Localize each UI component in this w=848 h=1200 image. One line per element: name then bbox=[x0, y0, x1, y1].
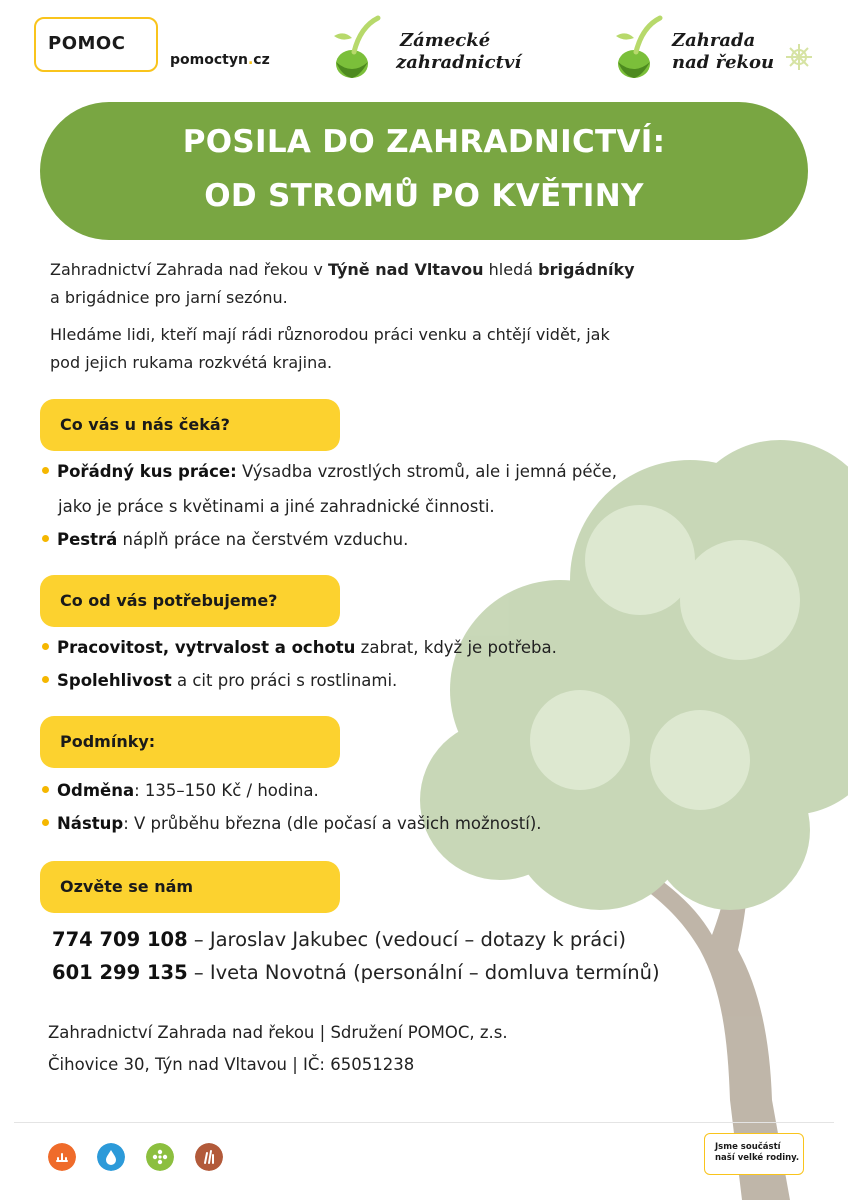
bullet-dot-icon bbox=[42, 676, 49, 683]
intro-paragraph-1: Zahradnictví Zahrada nad řekou v Týně nad Vltavou hledá brigádníky a brigádnice pro jarní sezónu. bbox=[50, 260, 635, 307]
section-heading-offer: Co vás u nás čeká? bbox=[40, 399, 340, 451]
phone-link[interactable]: 601 299 135 bbox=[52, 961, 188, 984]
bullet-dot-icon bbox=[42, 819, 49, 826]
sprout-icon bbox=[330, 12, 386, 82]
section-heading-terms: Podmínky: bbox=[40, 716, 340, 768]
bullet-item: Nástup: V průběhu března (dle počasí a vašich možností). bbox=[42, 809, 542, 839]
bullet-dot-icon bbox=[42, 786, 49, 793]
phone-link[interactable]: 774 709 108 bbox=[52, 928, 188, 951]
bullet-dot-icon bbox=[42, 643, 49, 650]
contact-line-1: 774 709 108 – Jaroslav Jakubec (vedoucí – dotazy k práci) bbox=[52, 928, 626, 951]
footer-divider bbox=[14, 1122, 834, 1123]
brand-zamecke-zahradnictvi: Zámecké zahradnictví bbox=[396, 30, 522, 73]
sprout-icon bbox=[612, 12, 668, 82]
brand-zahrada-nad-rekou: Zahrada nad řekou bbox=[672, 30, 775, 73]
title-line-2: OD STROMŮ PO KVĚTINY bbox=[204, 178, 644, 214]
pomoc-logo-text: POMOC bbox=[48, 33, 126, 54]
bullet-item: Pracovitost, vytrvalost a ochotu zabrat, když je potřeba. bbox=[42, 633, 557, 663]
section-heading-contact: Ozvěte se nám bbox=[40, 861, 340, 913]
bullet-item: Spolehlivost a cit pro práci s rostlinami. bbox=[42, 666, 397, 696]
title-banner bbox=[40, 102, 808, 240]
ship-wheel-icon bbox=[784, 42, 814, 72]
hand-icon bbox=[195, 1143, 223, 1171]
bullet-continuation: jako je práce s květinami a jiné zahradnické činnosti. bbox=[58, 497, 495, 516]
fire-icon bbox=[48, 1143, 76, 1171]
bullet-dot-icon bbox=[42, 467, 49, 474]
section-heading-need: Co od vás potřebujeme? bbox=[40, 575, 340, 627]
water-icon bbox=[97, 1143, 125, 1171]
pomoc-website-link[interactable]: pomoctyn.cz bbox=[170, 52, 270, 68]
bullet-item: Pořádný kus práce: Výsadba vzrostlých stromů, ale i jemná péče, bbox=[42, 457, 617, 487]
contact-line-2: 601 299 135 – Iveta Novotná (personální – domluva termínů) bbox=[52, 961, 660, 984]
bullet-item: Odměna: 135–150 Kč / hodina. bbox=[42, 776, 319, 806]
title-line-1: POSILA DO ZAHRADNICTVÍ: bbox=[182, 124, 666, 160]
footer-address-line: Čihovice 30, Týn nad Vltavou | IČ: 65051238 bbox=[48, 1055, 415, 1074]
intro-paragraph-2: Hledáme lidi, kteří mají rádi různorodou práci venku a chtějí vidět, jak pod jejich rukama rozkvétá krajina. bbox=[50, 325, 610, 372]
family-badge: Jsme součástí naší velké rodiny. bbox=[704, 1133, 804, 1175]
footer-org-line: Zahradnictví Zahrada nad řekou | Sdružení POMOC, z.s. bbox=[48, 1023, 508, 1042]
pomoc-logo bbox=[34, 17, 158, 72]
plant-icon bbox=[146, 1143, 174, 1171]
bullet-dot-icon bbox=[42, 535, 49, 542]
bullet-item: Pestrá náplň práce na čerstvém vzduchu. bbox=[42, 525, 408, 555]
